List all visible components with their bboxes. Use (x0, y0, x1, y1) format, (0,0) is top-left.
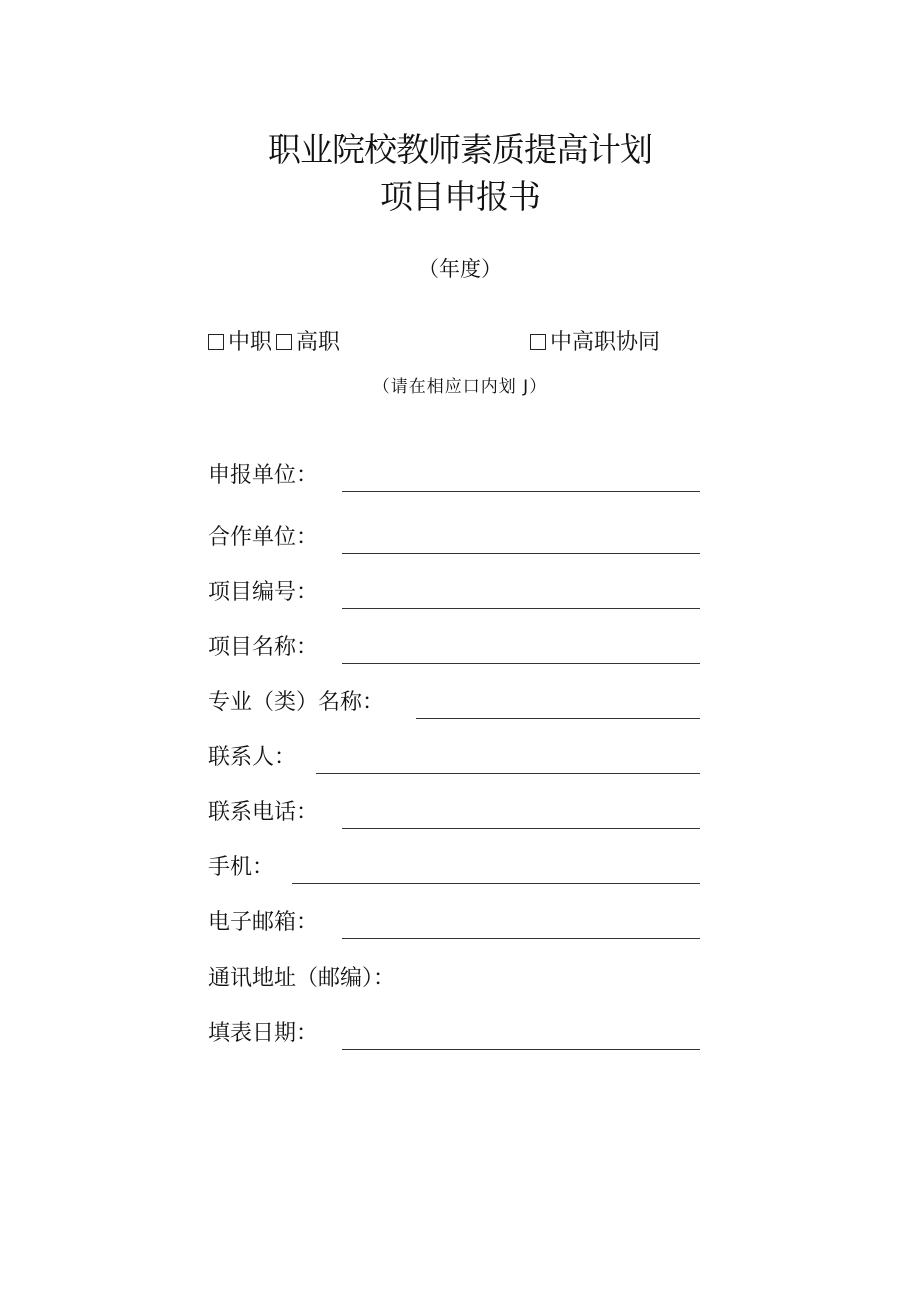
fill-line[interactable] (316, 773, 700, 774)
field-label: 申报单位： (208, 463, 319, 488)
fill-line[interactable] (342, 553, 700, 554)
field-label: 通讯地址（邮编）： (208, 966, 396, 991)
field-label: 项目编号： (208, 580, 319, 605)
year-label: （年度） (418, 257, 502, 281)
checkbox-hint: （请在相应口内划 J） (372, 377, 548, 397)
field-partner-unit (208, 520, 700, 554)
fill-line[interactable] (416, 718, 700, 719)
field-fill-date (208, 1016, 700, 1050)
field-label: 联系电话： (208, 800, 319, 825)
field-label: 手机： (208, 855, 275, 880)
field-project-name (208, 630, 700, 664)
checkbox-group-right (530, 325, 660, 356)
checkbox-gaozhi[interactable] (276, 334, 292, 350)
fill-line[interactable] (342, 938, 700, 939)
checkbox-label-zhonggaozhi-xietong: 中高职协同 (550, 330, 661, 355)
field-label: 电子邮箱： (208, 910, 319, 935)
fill-line[interactable] (342, 663, 700, 664)
field-label: 合作单位： (208, 525, 319, 550)
field-label: 填表日期： (208, 1021, 319, 1046)
field-contact-phone (208, 795, 700, 829)
field-mobile (208, 850, 700, 884)
form-title-line-2: 项目申报书 (380, 177, 540, 216)
field-label: 项目名称： (208, 635, 319, 660)
field-project-number (208, 575, 700, 609)
checkbox-group-left (208, 325, 340, 356)
checkbox-zhongzhi[interactable] (208, 334, 224, 350)
fill-line[interactable] (342, 1049, 700, 1050)
checkbox-label-gaozhi: 高职 (296, 330, 341, 355)
fill-line[interactable] (292, 883, 700, 884)
field-label: 专业（类）名称： (208, 690, 385, 715)
field-applicant-unit (208, 458, 700, 492)
field-contact-person (208, 740, 700, 774)
field-major-name (208, 685, 700, 719)
fill-line[interactable] (342, 608, 700, 609)
field-mailing-address (208, 961, 700, 995)
checkbox-zhonggaozhi-xietong[interactable] (530, 334, 546, 350)
fill-line[interactable] (342, 491, 700, 492)
form-title-line-1: 职业院校教师素质提高计划 (268, 130, 652, 169)
checkbox-label-zhongzhi: 中职 (228, 330, 273, 355)
field-label: 联系人： (208, 745, 297, 770)
fill-line[interactable] (342, 828, 700, 829)
field-email (208, 905, 700, 939)
